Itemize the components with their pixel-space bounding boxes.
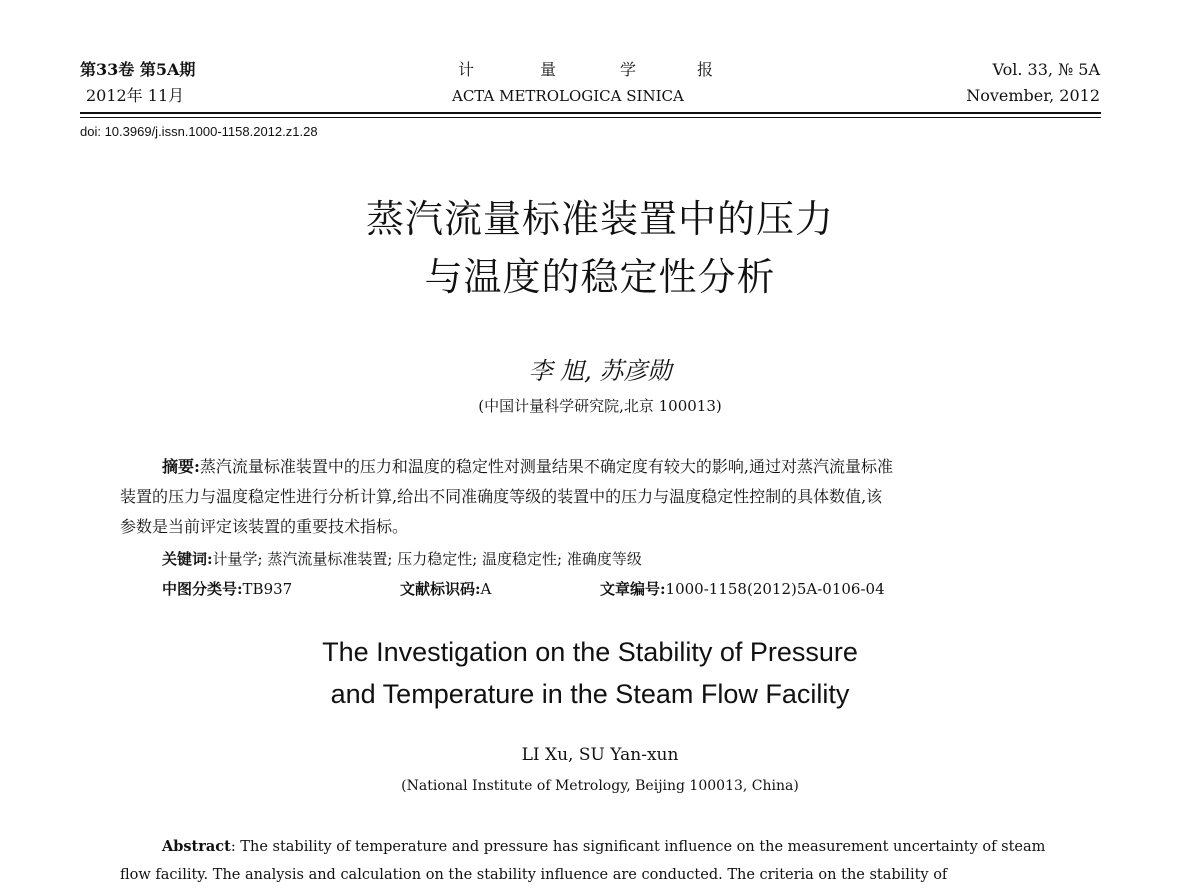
journal-name-cn-2: 量 — [540, 60, 557, 79]
title-cn-line1: 蒸汽流量标准装置中的压力 — [365, 197, 834, 241]
doi: doi: 10.3969/j.issn.1000-1158.2012.z1.28 — [80, 124, 318, 139]
journal-name-cn-3: 学 — [620, 60, 637, 79]
affiliation-cn: (中国计量科学研究院,北京 100013) — [478, 397, 722, 415]
journal-date-cn: 2012年 11月 — [86, 86, 185, 105]
keywords-cn-label: 关键词: — [162, 550, 213, 568]
abstract-en-text1: : The stability of temperature and pressure has significant influence on the measurement uncertainty of steam — [230, 839, 1046, 855]
abstract-en-line2: flow facility. The analysis and calculation on the stability influence are conducted. The criteria on the stability of — [120, 867, 948, 883]
title-cn-line2: 与温度的稳定性分析 — [424, 255, 776, 299]
header-rule-top — [80, 112, 1101, 114]
keywords-cn — [162, 546, 642, 572]
abstract-cn-line3: 参数是当前评定该装置的重要技术指标。 — [120, 517, 409, 536]
doc-code-label: 文献标识码: — [400, 580, 481, 598]
abstract-cn-label: 摘要: — [162, 457, 200, 476]
authors-cn: 李 旭, 苏彦勋 — [528, 357, 672, 385]
article-number-label: 文章编号: — [600, 580, 666, 598]
abstract-cn-line1 — [162, 454, 893, 480]
journal-name-cn-4: 报 — [697, 60, 714, 79]
doc-code — [400, 576, 491, 602]
clc-label: 中图分类号: — [162, 580, 243, 598]
clc-number — [162, 576, 292, 602]
title-en-line1: The Investigation on the Stability of Pressure — [322, 637, 858, 667]
affiliation-en: (National Institute of Metrology, Beijing 100013, China) — [401, 778, 799, 794]
article-number — [600, 576, 885, 602]
journal-volume-en: Vol. 33, № 5A — [992, 60, 1100, 79]
article-number-value: 1000-1158(2012)5A-0106-04 — [665, 580, 885, 598]
clc-value: TB937 — [242, 580, 293, 598]
abstract-cn-line2: 装置的压力与温度稳定性进行分析计算,给出不同准确度等级的装置中的压力与温度稳定性控制的具体数值,该 — [120, 487, 883, 506]
abstract-cn-text1: 蒸汽流量标准装置中的压力和温度的稳定性对测量结果不确定度有较大的影响,通过对蒸汽流量标准 — [199, 457, 894, 476]
journal-volume-issue: 第33卷 第5A期 — [80, 60, 196, 79]
header-rule-bottom — [80, 117, 1101, 118]
journal-name-en: ACTA METROLOGICA SINICA — [452, 87, 684, 105]
journal-name-cn-1: 计 — [458, 60, 475, 79]
journal-date-en: November, 2012 — [966, 86, 1100, 105]
abstract-en-line1 — [162, 834, 1045, 860]
keywords-cn-text: 计量学; 蒸汽流量标准装置; 压力稳定性; 温度稳定性; 准确度等级 — [212, 550, 642, 568]
authors-en: LI Xu, SU Yan-xun — [521, 745, 679, 765]
title-en-line2: and Temperature in the Steam Flow Facility — [330, 679, 850, 709]
doc-code-value: A — [480, 580, 492, 598]
abstract-en-label: Abstract — [162, 838, 231, 855]
